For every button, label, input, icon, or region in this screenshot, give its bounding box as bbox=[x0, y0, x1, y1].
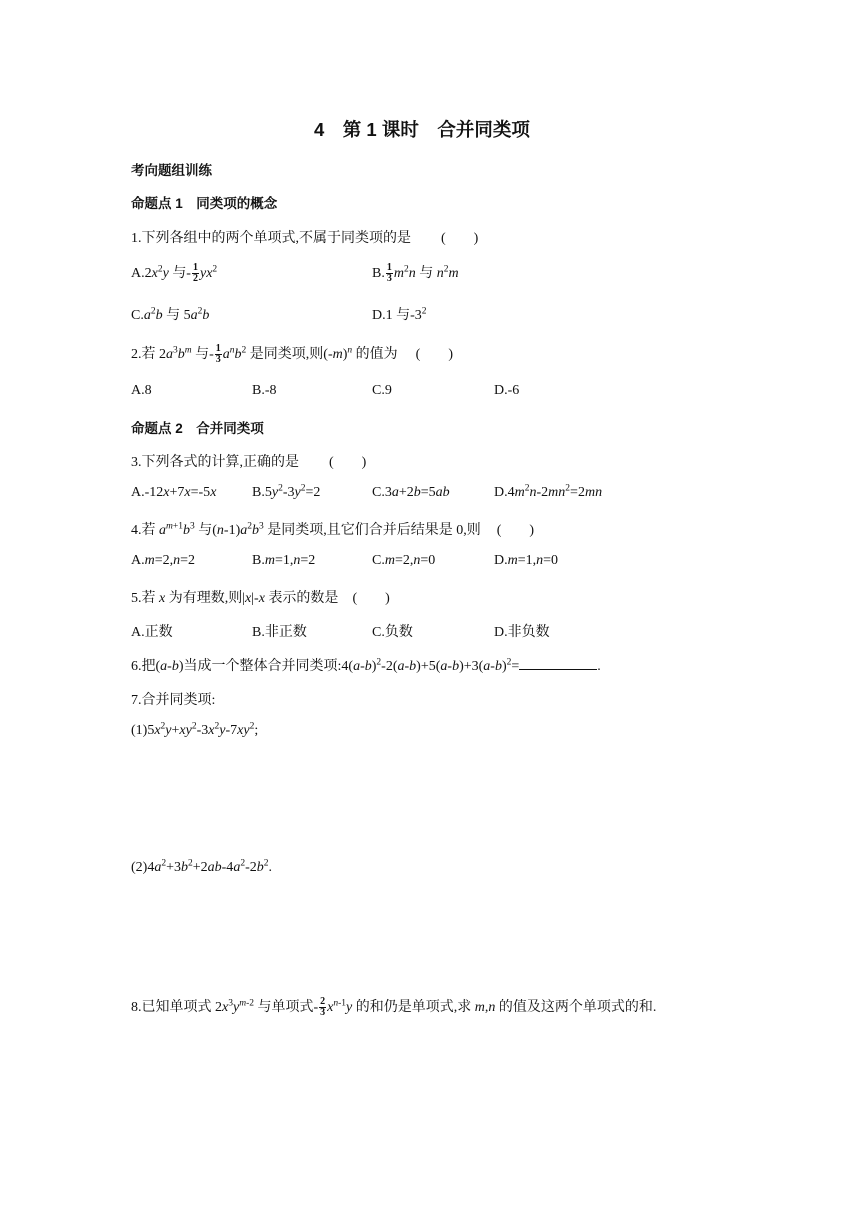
fraction-one-third: $\frac{1}{3}$ bbox=[215, 343, 221, 366]
q3-option-b: $B.5y^2-3y^2=2$ bbox=[252, 483, 321, 500]
q5-option-b: B.非正数 bbox=[252, 625, 307, 640]
q2-option-c: C.9 bbox=[372, 383, 392, 398]
fraction-one-half: $\frac{1}{2}$ bbox=[192, 262, 198, 285]
section-heading: 考向题组训练 bbox=[131, 163, 212, 178]
fraction-two-thirds: $\frac{2}{3}$ bbox=[320, 996, 326, 1019]
q1-option-c: $C.a^2b$ 与 $5a^2b$ bbox=[131, 306, 210, 323]
q1-option-a: $A.2x^2y$ 与- $\frac{1}{2}$ $yx^2$ bbox=[131, 262, 218, 285]
topic-heading-2: 命题点 2 合并同类项 bbox=[131, 421, 264, 436]
q1-option-b: B. $\frac{1}{3}$ $m^2n$ 与 $n^2m$ bbox=[372, 262, 459, 285]
q5-option-d: D.非负数 bbox=[494, 625, 550, 640]
q5-option-a: A.正数 bbox=[131, 625, 173, 640]
question-4-stem: 4.若 $a^{m+1}b^3$ 与$(n-1)a^2b^3$ 是同类项,且它们合并后结果是 0,则 ( ) bbox=[131, 521, 535, 538]
question-3-stem: 3.下列各式的计算,正确的是 ( ) bbox=[131, 455, 367, 470]
q2-option-b: B.-8 bbox=[252, 383, 277, 398]
q4-option-a: A.m=2,n=2 bbox=[131, 553, 196, 568]
q7-part-1: $(1)5x^2y+xy^2-3x^2y-7xy^2$; bbox=[131, 721, 259, 738]
q4-option-d: D.m=1,n=0 bbox=[494, 553, 559, 568]
answer-blank[interactable] bbox=[519, 658, 597, 670]
q2-option-d: D.-6 bbox=[494, 383, 520, 398]
topic-heading-1: 命题点 1 同类项的概念 bbox=[131, 196, 278, 211]
fraction-one-third: $\frac{1}{3}$ bbox=[386, 262, 392, 285]
q1-option-d: D.1 与$-3^2$ bbox=[372, 306, 427, 323]
q5-option-c: C.负数 bbox=[372, 625, 413, 640]
q3-option-d: $D.4m^2n-2mn^2=2mn$ bbox=[494, 483, 603, 500]
q4-option-c: C.m=2,n=0 bbox=[372, 553, 436, 568]
question-6-stem: 6.把(a-b)当成一个整体合并同类项$:4(a-b)^2-2(a-b)+5(a-b)+3(a-b)^2=$ . bbox=[131, 657, 601, 674]
question-7-stem: 7.合并同类项: bbox=[131, 693, 216, 708]
question-1-stem: 1.下列各组中的两个单项式,不属于同类项的是 ( ) bbox=[131, 231, 479, 246]
q2-option-a: A.8 bbox=[131, 383, 152, 398]
q3-option-c: C.3a+2b=5ab bbox=[372, 485, 450, 500]
question-2-stem: 2.若 $2a^3b^m$ 与- $\frac{1}{3}$ $a^nb^2$ 是同类项,则$(-m)^n$ 的值为 ( ) bbox=[131, 343, 453, 366]
question-8-stem: 8.已知单项式 $2x^3y^{m-2}$ 与单项式- $\frac{2}{3}$ $x^{n-1}y$ 的和仍是单项式,求 m,n 的值及这两个单项式的和. bbox=[131, 996, 657, 1019]
q7-part-2: $(2)4a^2+3b^2+2ab-4a^2-2b^2$. bbox=[131, 858, 272, 875]
page-title: 4 第 1 课时 合并同类项 bbox=[314, 119, 530, 140]
question-5-stem: 5.若 x 为有理数,则|x|-x 表示的数是 ( ) bbox=[131, 591, 390, 606]
q3-option-a: A.-12x+7x=-5x bbox=[131, 485, 217, 500]
q4-option-b: B.m=1,n=2 bbox=[252, 553, 316, 568]
